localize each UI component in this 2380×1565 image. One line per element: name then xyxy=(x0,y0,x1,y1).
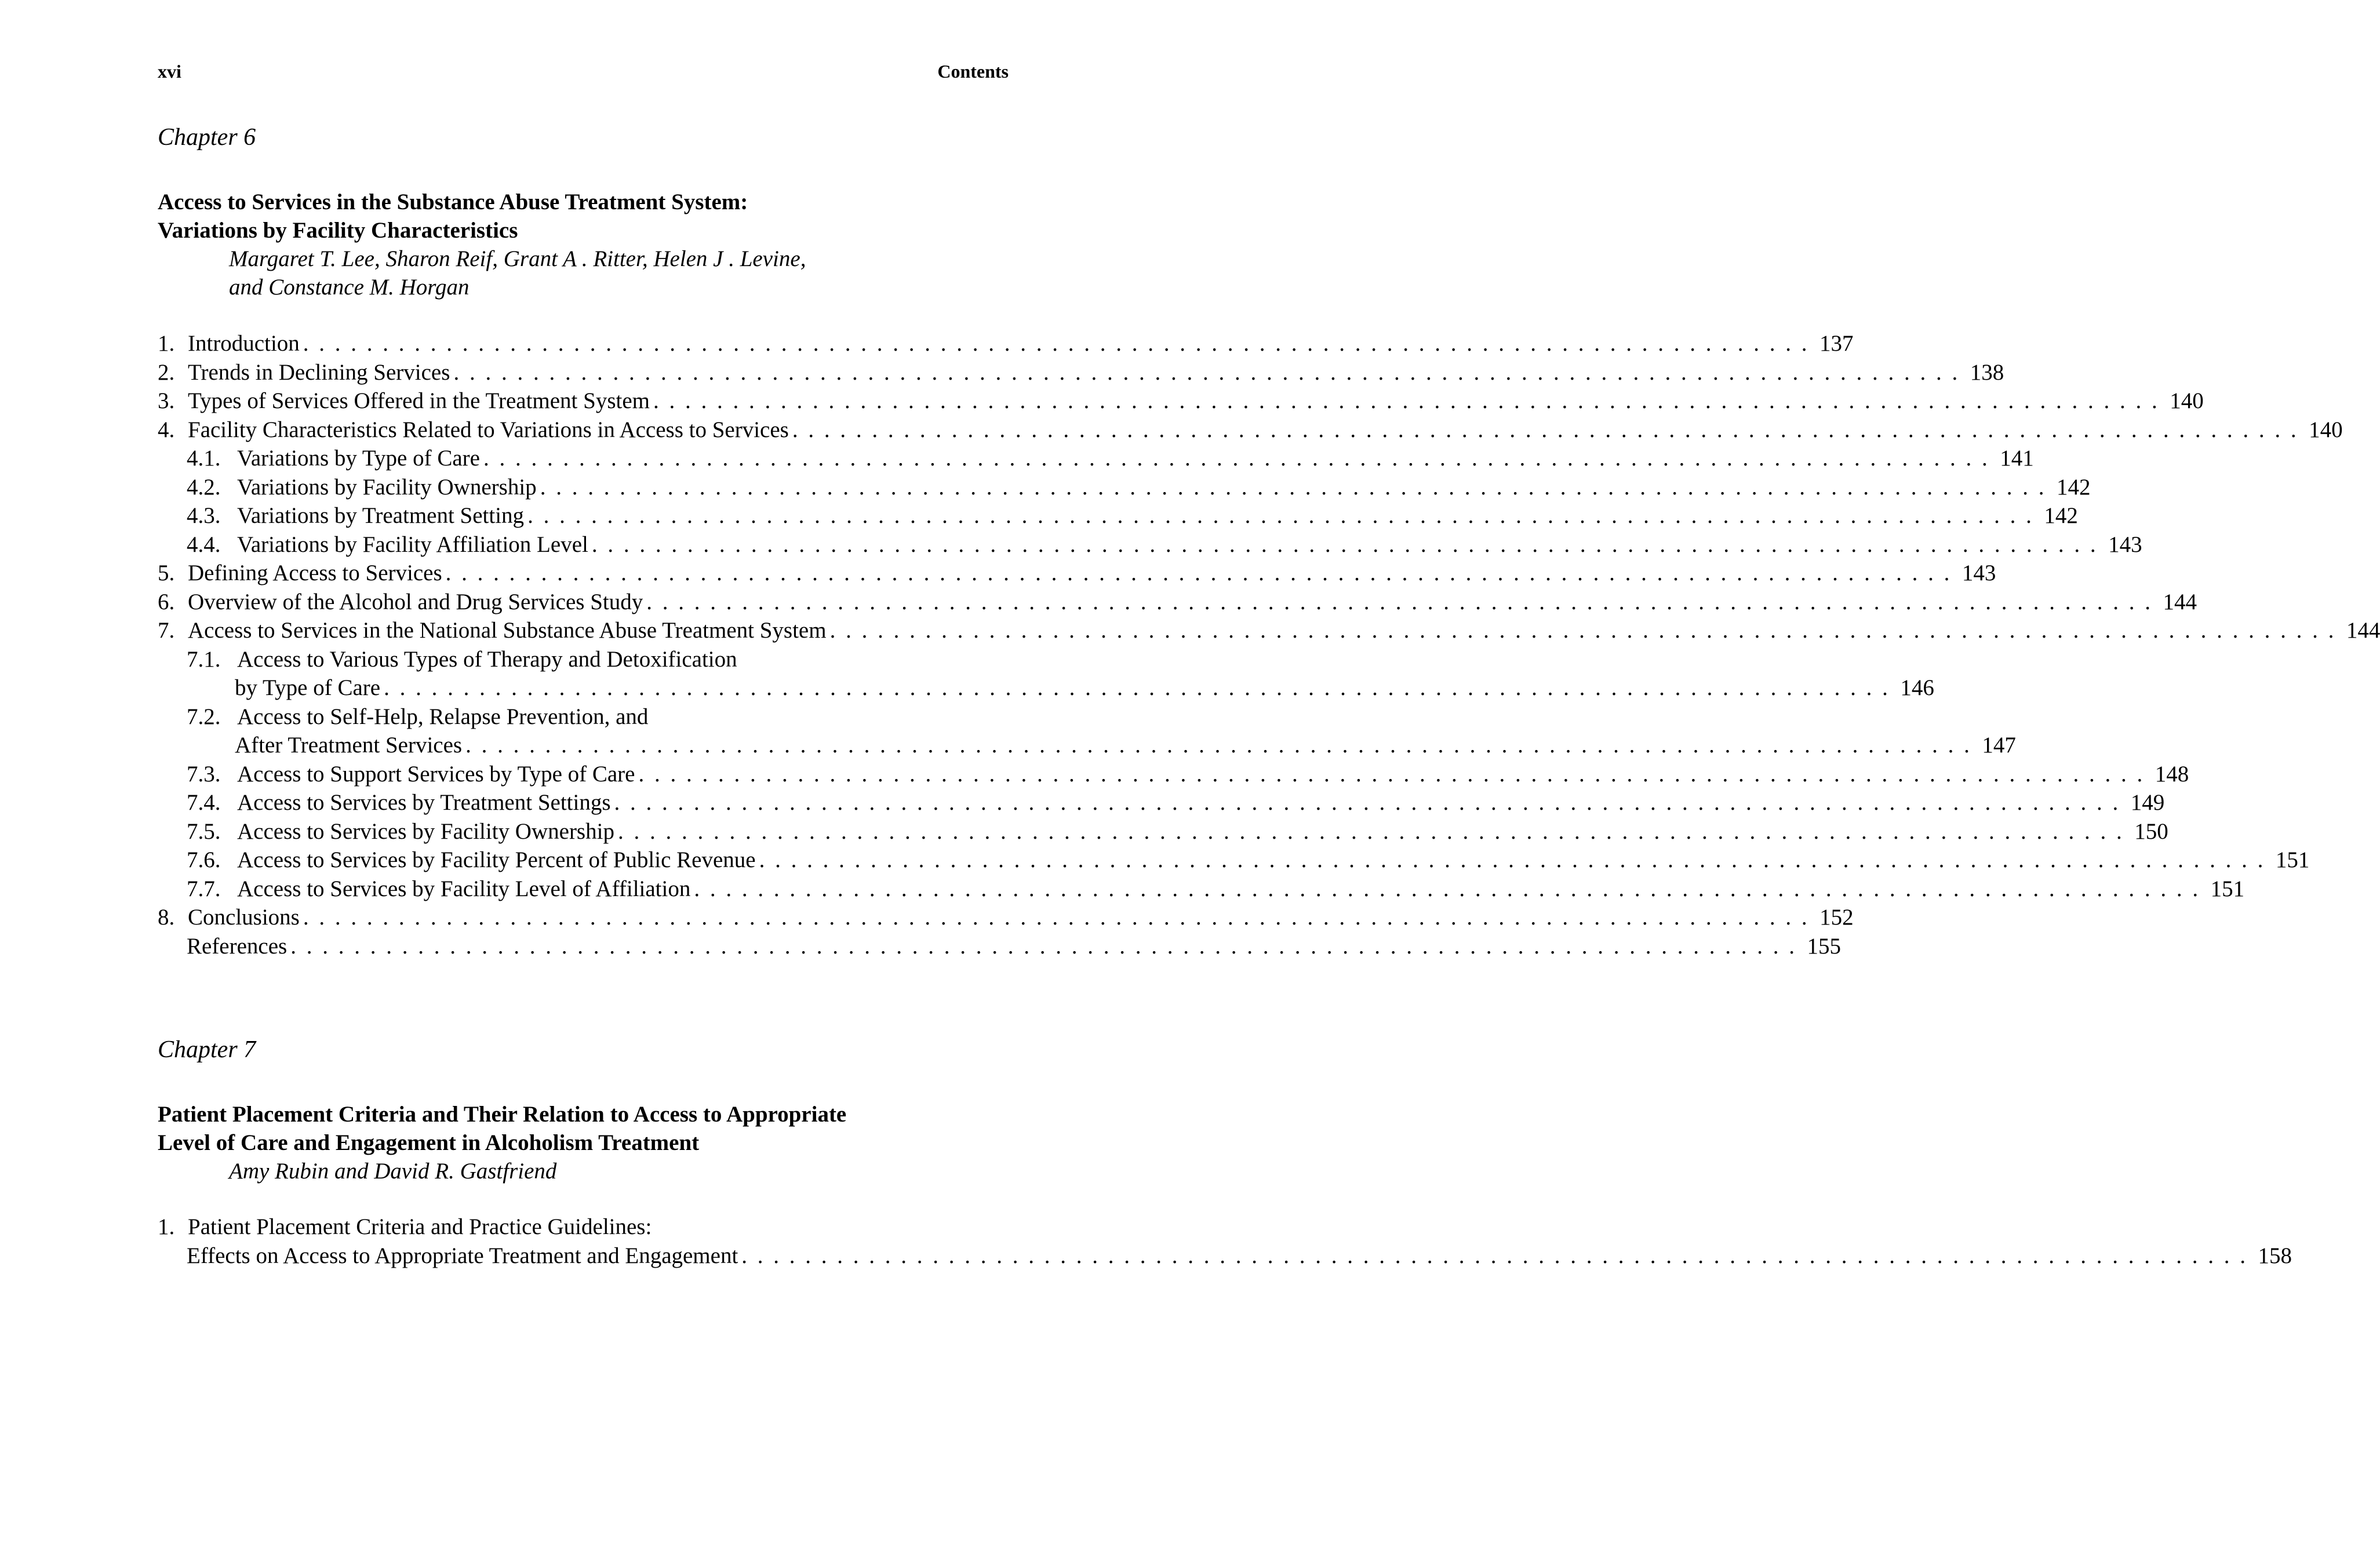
entry-page: 155 xyxy=(1807,933,1841,959)
entry-title: Access to Self-Help, Relapse Prevention, and xyxy=(237,704,649,729)
entry-page: 147 xyxy=(1982,733,2016,758)
toc-entry[interactable] xyxy=(158,1213,1009,1242)
entry-page: 151 xyxy=(2275,847,2310,872)
toc-entry[interactable] xyxy=(158,846,2310,875)
dot-leader xyxy=(653,387,2160,416)
entry-page: 151 xyxy=(2210,876,2245,901)
entry-number: 5. xyxy=(158,561,175,585)
entry-number: 7.3. xyxy=(187,761,221,787)
entry-title: Access to Services in the National Substance Abuse Treatment System xyxy=(188,618,827,643)
entry-number: 7.2. xyxy=(187,704,221,729)
dot-leader xyxy=(465,731,1972,760)
dot-leader xyxy=(540,473,2047,502)
entry-page: 140 xyxy=(2309,417,2343,442)
dot-leader xyxy=(614,788,2121,817)
entry-title: Access to Services by Facility Ownership xyxy=(237,818,614,844)
running-head-section: Contents xyxy=(937,61,1009,82)
entry-page: 144 xyxy=(2346,618,2380,643)
entry-number: 1. xyxy=(158,331,175,356)
entry-number: 7.5. xyxy=(187,818,221,844)
dot-leader xyxy=(290,932,1797,961)
dot-leader xyxy=(638,760,2145,789)
table-of-contents xyxy=(158,1213,2292,1270)
dot-leader xyxy=(741,1242,2248,1271)
dot-leader xyxy=(646,588,2153,617)
dot-leader xyxy=(759,846,2266,875)
dot-leader xyxy=(830,616,2337,645)
dot-leader xyxy=(694,875,2200,904)
entry-title: Conclusions xyxy=(188,905,300,930)
chapter-label: Chapter 6 xyxy=(158,124,256,151)
toc-entry[interactable] xyxy=(158,358,2004,387)
chapter-title-line: Patient Placement Criteria and Their Relation to Access to Appropriate xyxy=(158,1102,847,1127)
author-line: and Constance M. Horgan xyxy=(229,275,470,300)
entry-number: 4.2. xyxy=(187,474,221,500)
entry-page: 140 xyxy=(2170,388,2204,413)
toc-entry[interactable] xyxy=(158,875,2245,904)
dot-leader xyxy=(483,444,1990,473)
entry-page: 149 xyxy=(2130,790,2165,815)
entry-title-continuation: by Type of Care xyxy=(235,675,381,700)
entry-title: Facility Characteristics Related to Variations in Access to Services xyxy=(188,417,789,442)
entry-page: 144 xyxy=(2163,589,2197,614)
toc-entry[interactable] xyxy=(158,473,2091,502)
entry-page: 137 xyxy=(1819,331,1854,356)
entry-page: 138 xyxy=(1970,359,2004,385)
entry-page: 141 xyxy=(2000,446,2034,471)
entry-number: 4.1. xyxy=(187,446,221,471)
entry-number: 7. xyxy=(158,618,175,643)
toc-entry[interactable] xyxy=(158,760,2189,789)
toc-entry[interactable] xyxy=(158,444,2034,473)
entry-page: 152 xyxy=(1819,905,1854,930)
entry-page: 143 xyxy=(1962,561,1996,585)
entry-number: 8. xyxy=(158,905,175,930)
entry-title: Variations by Type of Care xyxy=(237,446,480,471)
entry-title: Patient Placement Criteria and Practice Guidelines: xyxy=(188,1214,652,1239)
entry-number: 1. xyxy=(158,1214,175,1239)
dot-leader xyxy=(303,329,1810,358)
entry-page: 142 xyxy=(2056,474,2091,500)
entry-page: 148 xyxy=(2155,761,2189,787)
entry-title: Access to Support Services by Type of Care xyxy=(237,761,635,787)
entry-number: 6. xyxy=(158,589,175,614)
entry-title: Defining Access to Services xyxy=(188,561,442,585)
entry-page: 150 xyxy=(2134,818,2168,844)
entry-number: 7.6. xyxy=(187,847,221,872)
toc-entry[interactable] xyxy=(158,817,2168,846)
entry-page: 142 xyxy=(2044,503,2078,528)
toc-entry[interactable] xyxy=(158,416,2343,445)
entry-title-continuation: After Treatment Services xyxy=(235,733,463,758)
entry-number: 7.4. xyxy=(187,790,221,815)
entry-number: 3. xyxy=(158,388,175,413)
toc-entry[interactable] xyxy=(158,588,2197,617)
toc-entry-continuation[interactable] xyxy=(158,674,1934,703)
entry-title-continuation: Effects on Access to Appropriate Treatment and Engagement xyxy=(187,1243,738,1268)
entry-title: Access to Services by Facility Percent of Public Revenue xyxy=(237,847,756,872)
entry-title: Overview of the Alcohol and Drug Services Study xyxy=(188,589,643,614)
entry-title: Variations by Facility Affiliation Level xyxy=(237,532,588,557)
chapter-title-line: Level of Care and Engagement in Alcoholism Treatment xyxy=(158,1130,700,1155)
chapter-7 xyxy=(158,1035,2292,1270)
table-of-contents xyxy=(158,329,2380,960)
author-line: Amy Rubin and David R. Gastfriend xyxy=(229,1159,557,1184)
chapter-title-line: Access to Services in the Substance Abuse Treatment System: xyxy=(158,190,748,214)
entry-number: 7.7. xyxy=(187,876,221,901)
toc-entry[interactable] xyxy=(158,501,2078,530)
toc-entry-continuation[interactable] xyxy=(158,1242,2292,1271)
toc-entry[interactable] xyxy=(158,932,1841,961)
entry-page: 158 xyxy=(2258,1243,2292,1268)
toc-entry[interactable] xyxy=(158,788,2165,817)
chapter-authors xyxy=(158,1157,1009,1185)
entry-number: 4.3. xyxy=(187,503,221,528)
toc-entry[interactable] xyxy=(158,645,1009,674)
running-head xyxy=(158,61,1009,84)
chapter-title-line: Variations by Facility Characteristics xyxy=(158,218,518,243)
chapter-6 xyxy=(158,123,2380,960)
toc-entry[interactable] xyxy=(158,329,1854,358)
entry-title: Access to Services by Facility Level of Affiliation xyxy=(237,876,691,901)
entry-title: Variations by Facility Ownership xyxy=(237,474,537,500)
entry-title: Types of Services Offered in the Treatment System xyxy=(188,388,650,413)
chapter-authors xyxy=(158,245,1009,301)
entry-number: 7.1. xyxy=(187,646,221,672)
dot-leader xyxy=(527,501,2034,530)
entry-title: Access to Services by Treatment Settings xyxy=(237,790,611,815)
dot-leader xyxy=(384,674,1890,703)
entry-number: 4.4. xyxy=(187,532,221,557)
dot-leader xyxy=(446,559,1952,588)
entry-title: References xyxy=(187,933,288,959)
toc-entry[interactable] xyxy=(158,530,2142,559)
dot-leader xyxy=(303,903,1810,932)
author-line: Margaret T. Lee, Sharon Reif, Grant A . Ritter, Helen J . Levine, xyxy=(229,246,806,271)
page-folio: xvi xyxy=(158,61,181,82)
toc-entry-continuation[interactable] xyxy=(158,731,2016,760)
entry-number: 2. xyxy=(158,359,175,385)
dot-leader xyxy=(592,530,2098,559)
toc-entry[interactable] xyxy=(158,903,1854,932)
toc-entry[interactable] xyxy=(158,387,2204,416)
chapter-title xyxy=(158,1100,1009,1157)
toc-entry[interactable] xyxy=(158,616,2380,645)
entry-title: Introduction xyxy=(188,331,300,356)
entry-title: Variations by Treatment Setting xyxy=(237,503,525,528)
dot-leader xyxy=(453,358,1960,387)
entry-page: 143 xyxy=(2108,532,2142,557)
entry-title: Trends in Declining Services xyxy=(188,359,450,385)
toc-entry[interactable] xyxy=(158,559,1996,588)
toc-entry[interactable] xyxy=(158,703,1009,731)
dot-leader xyxy=(618,817,2124,846)
entry-number: 4. xyxy=(158,417,175,442)
chapter-title xyxy=(158,188,1009,245)
chapter-label: Chapter 7 xyxy=(158,1036,256,1063)
entry-page: 146 xyxy=(1900,675,1934,700)
dot-leader xyxy=(792,416,2299,445)
entry-title: Access to Various Types of Therapy and Detoxification xyxy=(237,646,737,672)
